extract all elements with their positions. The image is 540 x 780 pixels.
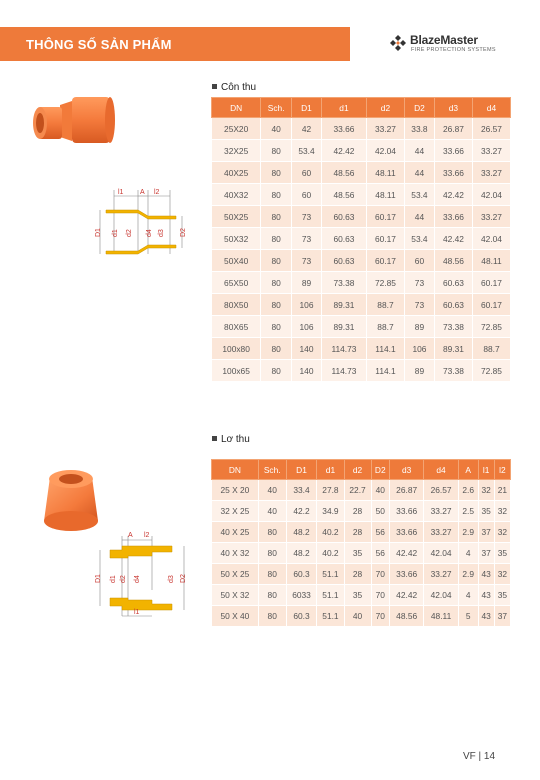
table-cell: 40 X 32 [212, 543, 259, 564]
table-cell: 80 [261, 184, 292, 206]
table-cell: 44 [404, 206, 434, 228]
table-cell: 43 [478, 564, 494, 585]
column-header: Sch. [261, 98, 292, 118]
section2-title [212, 434, 250, 445]
bushing-photo [36, 467, 106, 537]
table-cell: 2.5 [458, 501, 478, 522]
table-cell: 72.85 [472, 360, 510, 382]
table-cell: 32X25 [212, 140, 261, 162]
table-cell: 106 [404, 338, 434, 360]
reducer-diagram [92, 186, 192, 262]
table-cell: 35 [478, 501, 494, 522]
table-cell: 53.4 [404, 228, 434, 250]
table-cell: 56 [371, 543, 389, 564]
table-cell: 51.1 [317, 564, 344, 585]
dim-l2-label: l2 [154, 189, 160, 196]
table-cell: 25 X 20 [212, 480, 259, 501]
column-header: d4 [424, 460, 458, 480]
dim-d2-label: d2 [126, 229, 133, 237]
table-cell: 32 [478, 480, 494, 501]
table-cell: 4 [458, 585, 478, 606]
table-cell: 25X20 [212, 118, 261, 140]
table-cell: 53.4 [404, 184, 434, 206]
table-cell: 80 [261, 272, 292, 294]
table-cell: 40.2 [317, 522, 344, 543]
table-cell: 2.9 [458, 564, 478, 585]
table-cell: 114.73 [321, 338, 366, 360]
table-cell: 42.2 [286, 501, 317, 522]
table-row [212, 184, 511, 206]
table-cell: 42.42 [389, 585, 423, 606]
table-cell: 33.8 [404, 118, 434, 140]
table-cell: 42.04 [472, 184, 510, 206]
table-cell: 89.31 [321, 294, 366, 316]
table-row [212, 140, 511, 162]
table-cell: 140 [292, 338, 322, 360]
table-cell: 88.7 [472, 338, 510, 360]
table-cell: 40 [261, 118, 292, 140]
table-cell: 35 [494, 543, 510, 564]
table-cell: 73 [292, 228, 322, 250]
table-cell: 100x65 [212, 360, 261, 382]
table-cell: 60.63 [434, 294, 472, 316]
dim-D2-label: D2 [180, 228, 187, 237]
table-cell: 42 [292, 118, 322, 140]
table-cell: 26.57 [424, 480, 458, 501]
table-cell: 80 [258, 606, 286, 627]
bullet-square-icon [212, 84, 217, 89]
dim-d4-label: d4 [146, 229, 153, 237]
table-cell: 60.17 [366, 206, 404, 228]
table-cell: 22.7 [344, 480, 371, 501]
table-cell: 80 [261, 316, 292, 338]
table-cell: 42.04 [424, 543, 458, 564]
table-cell: 60.17 [366, 228, 404, 250]
column-header: d1 [321, 98, 366, 118]
dim-l1-label-2: l1 [134, 609, 140, 616]
column-header: d2 [344, 460, 371, 480]
table-cell: 73 [404, 294, 434, 316]
table-cell: 60 [292, 162, 322, 184]
dim-d2-label-2: d2 [120, 575, 127, 583]
table-cell: 50 X 25 [212, 564, 259, 585]
table-cell: 48.56 [389, 606, 423, 627]
table-cell: 48.56 [321, 162, 366, 184]
dim-a-label-2: A [128, 532, 133, 539]
table-cell: 4 [458, 543, 478, 564]
table-cell: 53.4 [292, 140, 322, 162]
table-cell: 72.85 [366, 272, 404, 294]
table-cell: 44 [404, 140, 434, 162]
table-cell: 42.42 [434, 184, 472, 206]
table-cell: 2.6 [458, 480, 478, 501]
table-row [212, 480, 511, 501]
table-cell: 70 [371, 606, 389, 627]
table-cell: 89.31 [434, 338, 472, 360]
table-cell: 60.17 [472, 272, 510, 294]
table-cell: 26.57 [472, 118, 510, 140]
table-cell: 33.27 [472, 206, 510, 228]
table-cell: 50X25 [212, 206, 261, 228]
dim-d1-label: d1 [112, 229, 119, 237]
brand-logo [390, 33, 510, 59]
table-cell: 65X50 [212, 272, 261, 294]
table-cell: 56 [371, 522, 389, 543]
column-header: d4 [472, 98, 510, 118]
table-cell: 43 [478, 585, 494, 606]
table-cell: 26.87 [389, 480, 423, 501]
table-cell: 73 [404, 272, 434, 294]
table-cell: 73 [292, 250, 322, 272]
table-cell: 89 [292, 272, 322, 294]
table-cell: 89 [404, 316, 434, 338]
table-row [212, 606, 511, 627]
table-cell: 80 [261, 140, 292, 162]
table-row [212, 501, 511, 522]
dim-l1-label: l1 [118, 189, 124, 196]
table-cell: 88.7 [366, 294, 404, 316]
table-cell: 60 [404, 250, 434, 272]
table-cell: 48.11 [366, 162, 404, 184]
table-cell: 33.27 [424, 564, 458, 585]
table-cell: 37 [494, 606, 510, 627]
table-cell: 60.3 [286, 564, 317, 585]
table-cell: 42.04 [424, 585, 458, 606]
table-cell: 28 [344, 522, 371, 543]
table-cell: 33.27 [424, 501, 458, 522]
table-cell: 50X40 [212, 250, 261, 272]
table-row [212, 206, 511, 228]
table-cell: 80 [261, 250, 292, 272]
table-cell: 35 [344, 585, 371, 606]
table-cell: 40.2 [317, 543, 344, 564]
table-cell: 48.2 [286, 522, 317, 543]
dim-D1-label: D1 [95, 228, 102, 237]
table-cell: 80 [261, 294, 292, 316]
table-row [212, 316, 511, 338]
brand-name: BlazeMaster [410, 33, 478, 47]
table-row [212, 585, 511, 606]
table-cell: 33.66 [321, 118, 366, 140]
table-cell: 32 X 25 [212, 501, 259, 522]
table-cell: 50 X 32 [212, 585, 259, 606]
table-cell: 33.66 [389, 501, 423, 522]
table-cell: 33.4 [286, 480, 317, 501]
table-row [212, 294, 511, 316]
table-cell: 114.1 [366, 360, 404, 382]
table-row [212, 118, 511, 140]
table-cell: 80X65 [212, 316, 261, 338]
table-row [212, 564, 511, 585]
table-cell: 80 [261, 162, 292, 184]
table-cell: 80 [261, 338, 292, 360]
table-row [212, 272, 511, 294]
table-cell: 60.17 [472, 294, 510, 316]
table-cell: 60.63 [434, 272, 472, 294]
table-cell: 48.2 [286, 543, 317, 564]
table-cell: 40 [344, 606, 371, 627]
table-cell: 40X32 [212, 184, 261, 206]
table-cell: 106 [292, 294, 322, 316]
column-header: DN [212, 98, 261, 118]
column-header: DN [212, 460, 259, 480]
table-row [212, 162, 511, 184]
dim-l2-label-2: l2 [144, 532, 150, 539]
column-header: d2 [366, 98, 404, 118]
table-cell: 100x80 [212, 338, 261, 360]
table-row [212, 338, 511, 360]
column-header: D1 [286, 460, 317, 480]
table-row [212, 250, 511, 272]
table-cell: 33.66 [389, 522, 423, 543]
lo-thu-table [211, 459, 511, 627]
table-cell: 80 [261, 360, 292, 382]
table-cell: 80 [261, 206, 292, 228]
dim-d4-label-2: d4 [134, 575, 141, 583]
table-cell: 33.66 [389, 564, 423, 585]
table-cell: 60 [292, 184, 322, 206]
table-cell: 40 [258, 501, 286, 522]
table-cell: 72.85 [472, 316, 510, 338]
table-cell: 28 [344, 501, 371, 522]
table-cell: 21 [494, 480, 510, 501]
table-cell: 114.73 [321, 360, 366, 382]
column-header: Sch. [258, 460, 286, 480]
table-cell: 60.3 [286, 606, 317, 627]
table-cell: 48.56 [434, 250, 472, 272]
reducer-photo [30, 93, 115, 155]
page-number: VF | 14 [463, 751, 496, 762]
table-cell: 6033 [286, 585, 317, 606]
table-cell: 88.7 [366, 316, 404, 338]
brand-tagline: FIRE PROTECTION SYSTEMS [411, 47, 496, 53]
column-header: A [458, 460, 478, 480]
table-cell: 27.8 [317, 480, 344, 501]
page-title: THÔNG SỐ SẢN PHẨM [26, 37, 172, 52]
table-cell: 89 [404, 360, 434, 382]
table-cell: 140 [292, 360, 322, 382]
table-cell: 48.11 [424, 606, 458, 627]
table-cell: 32 [494, 522, 510, 543]
table-row [212, 522, 511, 543]
table-cell: 80 [258, 564, 286, 585]
table-cell: 48.11 [472, 250, 510, 272]
table-cell: 37 [478, 522, 494, 543]
table-cell: 5 [458, 606, 478, 627]
table-cell: 73.38 [321, 272, 366, 294]
table-cell: 26.87 [434, 118, 472, 140]
table-cell: 80X50 [212, 294, 261, 316]
dim-d1-label-2: d1 [110, 575, 117, 583]
table-cell: 51.1 [317, 606, 344, 627]
table-cell: 80 [258, 522, 286, 543]
table-cell: 34.9 [317, 501, 344, 522]
table-cell: 70 [371, 585, 389, 606]
section1-title-text: Côn thu [221, 82, 257, 93]
column-header: d1 [317, 460, 344, 480]
table-cell: 114.1 [366, 338, 404, 360]
column-header: d3 [434, 98, 472, 118]
table-cell: 106 [292, 316, 322, 338]
column-header: D1 [292, 98, 322, 118]
table-cell: 28 [344, 564, 371, 585]
table-cell: 40 [371, 480, 389, 501]
con-thu-table [211, 97, 511, 382]
table-cell: 70 [371, 564, 389, 585]
table-cell: 60.63 [321, 228, 366, 250]
table-cell: 42.42 [389, 543, 423, 564]
table-cell: 37 [478, 543, 494, 564]
table-cell: 42.42 [321, 140, 366, 162]
column-header: l2 [494, 460, 510, 480]
dim-d3-label: d3 [158, 229, 165, 237]
table-cell: 33.66 [434, 162, 472, 184]
table-cell: 40 X 25 [212, 522, 259, 543]
dim-D2-label-2: D2 [180, 574, 187, 583]
bullet-square-icon [212, 436, 217, 441]
section2-title-text: Lơ thu [221, 434, 250, 445]
table-cell: 89.31 [321, 316, 366, 338]
table-cell: 48.56 [321, 184, 366, 206]
table-cell: 42.04 [366, 140, 404, 162]
table-cell: 33.66 [434, 140, 472, 162]
table-cell: 48.11 [366, 184, 404, 206]
table-cell: 33.66 [434, 206, 472, 228]
dim-d3-label-2: d3 [168, 575, 175, 583]
table-row [212, 543, 511, 564]
dim-a-label: A [140, 189, 145, 196]
table-cell: 73 [292, 206, 322, 228]
column-header: D2 [371, 460, 389, 480]
section1-title [212, 82, 256, 93]
bushing-diagram [92, 530, 192, 622]
table-cell: 40 [258, 480, 286, 501]
table-row [212, 228, 511, 250]
table-cell: 32 [494, 564, 510, 585]
table-cell: 33.27 [424, 522, 458, 543]
table-cell: 42.04 [472, 228, 510, 250]
dim-D1-label-2: D1 [95, 574, 102, 583]
table-cell: 33.27 [472, 162, 510, 184]
table-cell: 35 [344, 543, 371, 564]
table-cell: 40X25 [212, 162, 261, 184]
table-cell: 50 X 40 [212, 606, 259, 627]
table-cell: 35 [494, 585, 510, 606]
table-cell: 33.27 [472, 140, 510, 162]
table-cell: 80 [258, 543, 286, 564]
table-cell: 80 [258, 585, 286, 606]
table-cell: 60.63 [321, 250, 366, 272]
table-cell: 73.38 [434, 316, 472, 338]
table-cell: 50 [371, 501, 389, 522]
column-header: d3 [389, 460, 423, 480]
column-header: D2 [404, 98, 434, 118]
table-cell: 33.27 [366, 118, 404, 140]
table-cell: 60.63 [321, 206, 366, 228]
table-cell: 80 [261, 228, 292, 250]
table-cell: 32 [494, 501, 510, 522]
column-header: l1 [478, 460, 494, 480]
table-cell: 60.17 [366, 250, 404, 272]
table-cell: 50X32 [212, 228, 261, 250]
table-row [212, 360, 511, 382]
table-cell: 51.1 [317, 585, 344, 606]
table-cell: 44 [404, 162, 434, 184]
table-cell: 73.38 [434, 360, 472, 382]
table-cell: 43 [478, 606, 494, 627]
blazemaster-logo-mark-icon [390, 35, 406, 51]
table-cell: 2.9 [458, 522, 478, 543]
table-cell: 42.42 [434, 228, 472, 250]
